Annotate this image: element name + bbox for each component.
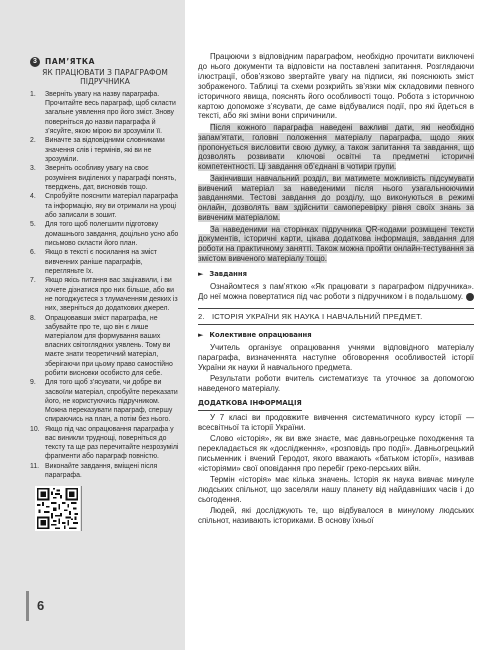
section-heading <box>198 308 474 325</box>
memo-item <box>30 220 180 248</box>
task-heading <box>198 270 474 280</box>
memo-item-number: 10. <box>30 425 40 433</box>
highlighted-text: За наведеними на сторінках підручника QR-кодами розміщені тексти документів, історичні карти, цікава додаткова інформація, завдання для роботи на практичному занятті. Також можна пройти онлайн-тестування за змістом вивченого матеріалу тощо. <box>198 224 474 264</box>
memo-item-number: 3. <box>30 165 36 173</box>
paragraph: У 7 класі ви продовжите вивчення систематичного курсу історії — всесвітньої та історії України. <box>198 412 474 432</box>
arrow-bullet-icon: ► <box>198 270 204 279</box>
memo-list <box>30 90 180 480</box>
memo-item-number: 6. <box>30 249 36 257</box>
page-number: 6 <box>26 591 55 621</box>
paragraph: Працюючи з відповідним параграфом, необхідно прочитати виключені до нього документи та відповісти на поставлені запитання. Розглядаючи ілюстрації, обов’язково звертайте увагу на підписи, які пояснюють зміст зображеного. Таблиці та схеми розкрийть зв’язки між складовими певного історичного явища, пояснять його особливості тощо. Робота з історичною картою допоможе з’ясувати, де саме відбувалися події, про які йдеться в тексті, або які зміни вони спричинили. <box>198 52 474 121</box>
bullet-heading-label: Колективне опрацювання <box>209 330 312 339</box>
task-text: Ознайомтеся з пам’яткою «Як працювати з параграфом підручника». До неї можна повертатися під час роботи з підручником і в подальшому. <box>198 282 474 302</box>
memo-item-number: 9. <box>30 379 36 387</box>
memo-item-text: Зверніть особливу увагу на своє розуміння виділених у параграфі понять, тверджень, дат, висновків тощо. <box>45 165 177 191</box>
qr-code[interactable] <box>35 486 80 531</box>
highlighted-text: Закінчивши навчальний розділ, ви матимете можливість підсумувати вивчений матеріал за наведеними після нього узагальнюючими завданнями. Тестові завдання до розділу, що виконуються в режимі онлайн, дозволять вам здійснити самоперевірку рівня своїх знань за вивченим матеріалом. <box>198 173 474 223</box>
memo-item-number: 5. <box>30 221 36 229</box>
qr-divider <box>81 486 82 531</box>
memo-item-text: Для того щоб з’ясувати, чи добре ви засвоїли матеріал, спробуйте переказати його, не користуючись підручником. Можна переказувати параграф, спершу спираючись на план, а потім без нього. <box>45 379 178 424</box>
paragraph: Учитель організує опрацювання учнями відповідного матеріалу параграфа, визначеннята наступне обговорення особливостей історії України як науки й навчального предмета. <box>198 342 474 372</box>
memo-box <box>30 56 180 481</box>
info-heading: ДОДАТКОВА ІНФОРМАЦІЯ <box>198 399 302 411</box>
paragraph: Термін «історія» має кілька значень. Історія як наука вивчає минуле людських спільнот, що заселяли нашу планету від найдавніших часів і до сьогодення. <box>198 475 474 504</box>
memo-item-text: Зверніть увагу на назву параграфа. Прочитайте весь параграф, щоб скласти загальне уявлення про його зміст. Знову поверніться до назви параграфа й з’ясуйте, якою мірою ви зрозуміли її. <box>45 91 176 135</box>
memo-item-number: 1. <box>30 91 36 98</box>
memo-item <box>30 462 180 480</box>
memo-item-text: Якщо якісь питання вас зацікавили, і ви хочете дізнатися про них більше, або ви не погоджуєтеся з тлумаченням деяких із них, зверніться до додаткових джерел. <box>45 277 178 313</box>
memo-item-text: Виначте за відповідними словниками значення слів і термінів, які ви не зрозуміли. <box>45 137 165 163</box>
paragraph <box>198 123 474 173</box>
memo-item-text: Виконайте завдання, вміщені після параграфа. <box>45 463 158 480</box>
main-text <box>198 52 482 527</box>
memo-item-number: 2. <box>30 137 36 145</box>
memo-header <box>30 56 180 67</box>
memo-label: ПАМ’ЯТКА <box>45 57 96 66</box>
memo-item-text: Якщо в тексті є посилання на зміст вивченних раніше параграфів, перегляньте їх. <box>45 249 157 275</box>
memo-item <box>30 378 180 424</box>
memo-item-text: Опрацювавши зміст параграфа, не забувайте про те, що він є лише матеріалом для формування ваших власних світоглядних уявлень. Тому ви маєте знати теоретичний матеріал, зберігаючи при цьому право самостійно робити висновки особисто для себе. <box>45 314 173 377</box>
task-heading-label: Завдання <box>209 270 247 279</box>
memo-item <box>30 136 180 164</box>
memo-number-badge: 3 <box>30 57 40 67</box>
memo-item <box>30 90 180 136</box>
memo-item <box>30 164 180 192</box>
memo-item-number: 7. <box>30 277 36 285</box>
paragraph: Слово «історія», як ви вже знаєте, має давньогрецьке походження та перекладається як «дослідження», «розповідь про події». Давньогрецький письменник і вчений Геродот, якого вважають «батьком історії», називав «історіями» свої оповідання про перебіг греко-перських війн. <box>198 434 474 473</box>
sidebar <box>0 0 185 650</box>
section-title: ІСТОРІЯ УКРАЇНИ ЯК НАУКА І НАВЧАЛЬНИЙ ПРЕДМЕТ. <box>212 311 423 321</box>
paragraph: Результати роботи вчитель систематизує та уточнює за допомогою наведеного матеріалу. <box>198 373 474 393</box>
bullet-heading <box>198 331 474 341</box>
memo-item <box>30 276 180 313</box>
section-number: 2. <box>198 311 205 321</box>
paragraph: Людей, які досліджують те, що відбувалося в минулому людських спільнот, називають істориками. В основу їхньої <box>198 506 474 526</box>
memo-item <box>30 425 180 462</box>
memo-item <box>30 192 180 220</box>
memo-ref-icon: 3 <box>466 293 474 301</box>
memo-item-text: Для того щоб полегшити підготовку домашнього завдання, доцільно усно або письмово скласти його план. <box>45 221 179 247</box>
memo-item-number: 8. <box>30 314 36 322</box>
memo-item-number: 4. <box>30 193 36 201</box>
arrow-bullet-icon: ► <box>198 330 204 339</box>
memo-item-text: Якщо під час опрацювання параграфа у вас виникли труднощі, поверніться до тексту та ще раз перечитайте незрозумілі фрагменти або параграф повністю. <box>45 425 179 461</box>
task-paragraph <box>198 282 482 302</box>
memo-item-text: Спробуйте пояснити матеріал параграфа та інформацію, яку ви отримали на уроці або записали в зошит. <box>45 193 178 219</box>
memo-item <box>30 248 180 276</box>
memo-item-number: 11. <box>30 463 40 471</box>
memo-title: ЯК ПРАЦЮВАТИ З ПАРАГРАФОМ ПІДРУЧНИКА <box>42 68 168 86</box>
paragraph <box>198 225 474 265</box>
memo-item <box>30 314 180 378</box>
highlighted-text: Після кожного параграфа наведені важливі дати, які необхідно запам’ятати, головні положення матеріалу параграфа, щодо яких пропонується висловити свою думку, а також запитання та завдання, що дозволять розвивати ключові освітні та предметні історичні компетентності. Ці завдання об’єднані в чотири групи. <box>198 122 474 172</box>
paragraph <box>198 174 474 224</box>
